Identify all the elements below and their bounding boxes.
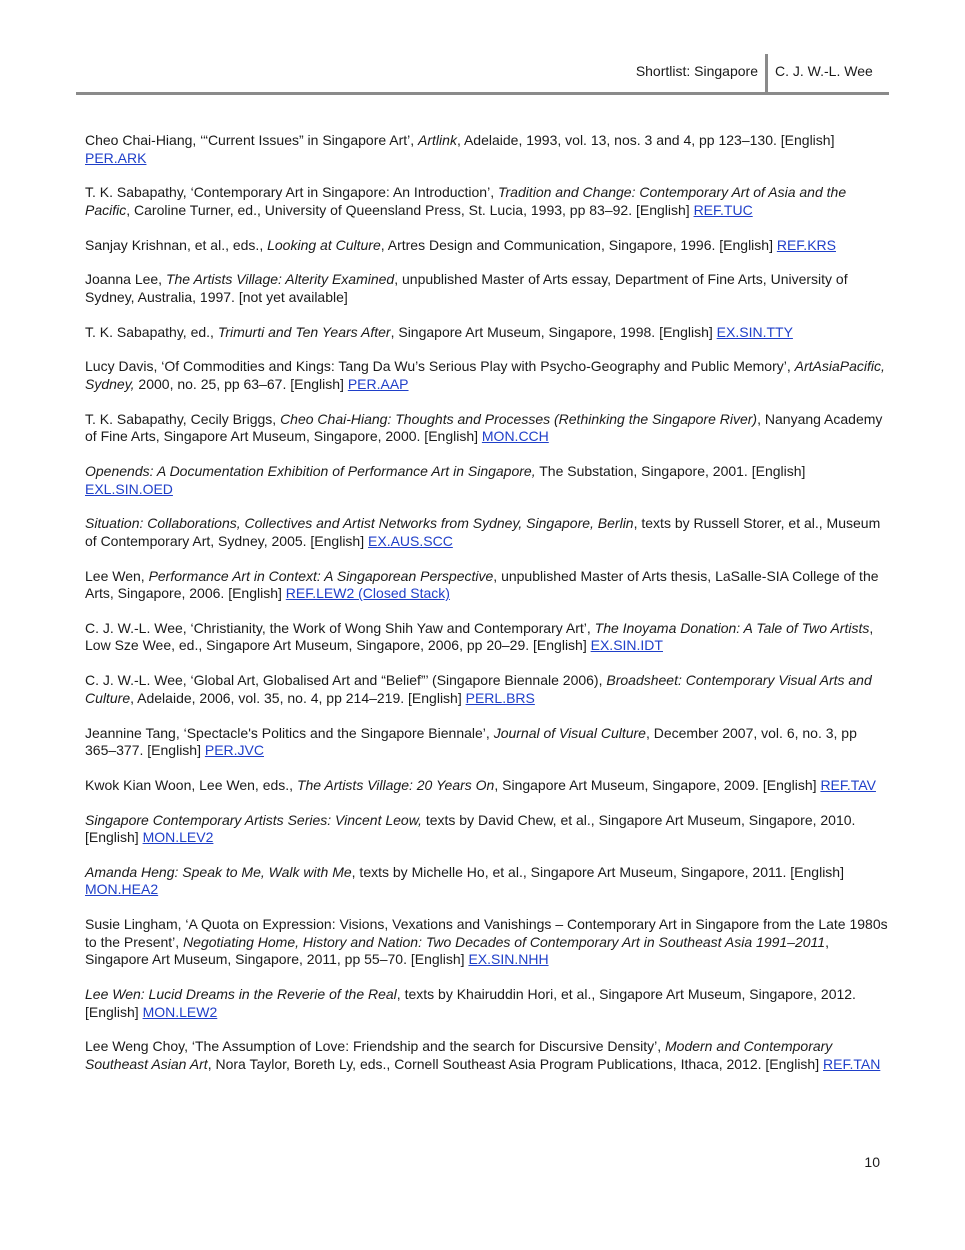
entry-title: The Artists Village: 20 Years On [296,776,495,793]
catalogue-link[interactable]: REF.TAN [823,1055,881,1072]
bibliography-entry: Sanjay Krishnan, et al., eds., Looking at Culture, Artres Design and Communication, Singapore, 1996. [English] REF.KRS [85,236,836,253]
catalogue-link[interactable]: EX.SIN.TTY [716,323,793,340]
catalogue-link[interactable]: REF.TAV [820,776,876,793]
page-number: 10 [864,1154,880,1170]
entry-title: Looking at Culture [267,236,381,253]
bibliography-entry: Openends: A Documentation Exhibition of Performance Art in Singapore, The Substation, Singapore, 2001. [English] EXL.SIN.OED [85,463,806,497]
entry-title: Lee Wen: Lucid Dreams in the Reverie of the Real [85,986,397,1003]
catalogue-link[interactable]: EXL.SIN.OED [85,480,173,497]
catalogue-link[interactable]: PER.ARK [85,149,147,166]
catalogue-link[interactable]: EX.SIN.NHH [468,951,549,968]
entry-title: The Artists Village: Alterity Examined [165,271,395,288]
bibliography-entry: Amanda Heng: Speak to Me, Walk with Me, texts by Michelle Ho, et al., Singapore Art Museum, Singapore, 2011. [English] MON.HEA2 [85,863,844,898]
bibliography-entry: Lee Wen: Lucid Dreams in the Reverie of the Real, texts by Khairuddin Hori, et al., Singapore Art Museum, Singapore, 2012. [English] MON.LEW2 [85,986,856,1020]
catalogue-link[interactable]: MON.HEA2 [85,881,159,898]
page-header [76,54,889,95]
entry-title: Amanda Heng: Speak to Me, Walk with Me [85,863,352,880]
bibliography-entry: Joanna Lee, The Artists Village: Alterity Examined, unpublished Master of Arts essay, Department of Fine Arts, University of Sydney, Australia, 1997. [not yet available] [85,271,848,305]
header-section-title: Shortlist: Singapore [635,63,758,79]
entry-title: Openends: A Documentation Exhibition of Performance Art in Singapore, [85,463,536,480]
catalogue-link[interactable]: MON.LEW2 [142,1003,218,1020]
entry-title: Performance Art in Context: A Singaporean Perspective [148,567,494,584]
bibliography-entry: T. K. Sabapathy, Cecily Briggs, Cheo Chai-Hiang: Thoughts and Processes (Rethinking the Singapore River), Nanyang Academy of Fine Arts, Singapore Art Museum, Singapore, 2000. [English] MON.CCH [85,410,883,445]
bibliography-entry: C. J. W.-L. Wee, ‘Global Art, Globalised Art and “Belief”’ (Singapore Biennale 2006), Broadsheet: Contemporary Visual Arts and Culture, Adelaide, 2006, vol. 35, no. 4, pp 214–219. [English] PERL.BRS [85,672,872,706]
catalogue-link[interactable]: MON.LEV2 [142,829,214,846]
catalogue-link[interactable]: REF.TUC [693,201,753,218]
entry-title: Modern and Contemporary Southeast Asian Art [85,1038,833,1072]
entry-title: Journal of Visual Culture [493,724,646,741]
bibliography-entry: Susie Lingham, ‘A Quota on Expression: Visions, Vexations and Vanishings – Contemporary Art in Singapore from the Late 1980s to the Present’, Negotiating Home, History and Nation: Two Decades of Contemporary Art in Southeast Asia 1991–2011, Singapore Art Museum, Singapore, 2011, pp 55–70. [English] EX.SIN.NHH [85,916,888,968]
bibliography-entry: Lee Weng Choy, ‘The Assumption of Love: Friendship and the search for Discursive Density’, Modern and Contemporary Southeast Asian Art, Nora Taylor, Boreth Ly, eds., Cornell Southeast Asia Program Publications, Ithaca, 2012. [English] REF.TAN [85,1038,881,1072]
entry-title: Trimurti and Ten Years After [217,323,391,340]
catalogue-link[interactable]: PERL.BRS [465,689,535,706]
bibliography-entry: Cheo Chai-Hiang, ‘“Current Issues” in Singapore Art’, Artlink, Adelaide, 1993, vol. 13, nos. 3 and 4, pp 123–130. [English] PER.ARK [85,132,835,166]
entry-title: The Inoyama Donation: A Tale of Two Artists [594,619,870,636]
entry-title: Broadsheet: Contemporary Visual Arts and Culture [85,672,872,706]
bibliography-entry: Kwok Kian Woon, Lee Wen, eds., The Artists Village: 20 Years On, Singapore Art Museum, Singapore, 2009. [English] REF.TAV [85,776,876,793]
bibliography-entry: T. K. Sabapathy, ed., Trimurti and Ten Years After, Singapore Art Museum, Singapore, 1998. [English] EX.SIN.TTY [85,323,793,340]
catalogue-link[interactable]: REF.KRS [776,236,836,253]
catalogue-link[interactable]: EX.SIN.IDT [590,637,663,654]
catalogue-link[interactable]: REF.LEW2 (Closed Stack) [285,585,450,602]
bibliography-entry: Situation: Collaborations, Collectives and Artist Networks from Sydney, Singapore, Berlin, texts by Russell Storer, et al., Museum of Contemporary Art, Sydney, 2005. [English] EX.AUS.SCC [85,515,881,549]
catalogue-link[interactable]: MON.CCH [481,428,549,445]
header-author: C. J. W.-L. Wee [775,63,873,79]
bibliography-entry: T. K. Sabapathy, ‘Contemporary Art in Singapore: An Introduction’, Tradition and Change: Contemporary Art of Asia and the Pacific, Caroline Turner, ed., University of Queensland Press, St. Lucia, 1993, pp 83–92. [English] REF.TUC [85,184,847,218]
bibliography-entry: Singapore Contemporary Artists Series: Vincent Leow, texts by David Chew, et al., Singapore Art Museum, Singapore, 2010. [English] MON.LEV2 [85,811,856,846]
entry-title: Negotiating Home, History and Nation: Two Decades of Contemporary Art in Southeast Asia 1991–2011 [183,933,826,950]
entry-title: Situation: Collaborations, Collectives and Artist Networks from Sydney, Singapore, Berlin [85,515,634,532]
bibliography-entry: Lucy Davis, ‘Of Commodities and Kings: Tang Da Wu’s Serious Play with Psycho-Geography and Public Memory’, ArtAsiaPacific, Sydney, 2000, no. 25, pp 63–67. [English] PER.AAP [85,358,885,392]
entry-title: Cheo Chai-Hiang: Thoughts and Processes (Rethinking the Singapore River) [280,410,758,427]
bibliography-list [85,132,890,1091]
bibliography-entry: C. J. W.-L. Wee, ‘Christianity, the Work of Wong Shih Yaw and Contemporary Art’, The Inoyama Donation: A Tale of Two Artists, Low Sze Wee, ed., Singapore Art Museum, Singapore, 2006, pp 20–29. [English] EX.SIN.IDT [85,619,874,654]
entry-title: ArtAsiaPacific, Sydney, [85,358,885,392]
entry-title: Artlink [418,132,457,148]
catalogue-link[interactable]: PER.AAP [347,375,409,392]
entry-title: Tradition and Change: Contemporary Art of Asia and the Pacific [85,184,847,218]
catalogue-link[interactable]: PER.JVC [204,742,264,759]
bibliography-entry: Lee Wen, Performance Art in Context: A Singaporean Perspective, unpublished Master of Arts thesis, LaSalle-SIA College of the Arts, Singapore, 2006. [English] REF.LEW2 (Closed Stack) [85,567,879,602]
header-divider [765,54,768,92]
bibliography-entry: Jeannine Tang, ‘Spectacle's Politics and the Singapore Biennale’, Journal of Visual Culture, December 2007, vol. 6, no. 3, pp 365–377. [English] PER.JVC [85,724,857,759]
entry-title: Singapore Contemporary Artists Series: Vincent Leow, [85,811,422,828]
catalogue-link[interactable]: EX.AUS.SCC [368,532,453,549]
